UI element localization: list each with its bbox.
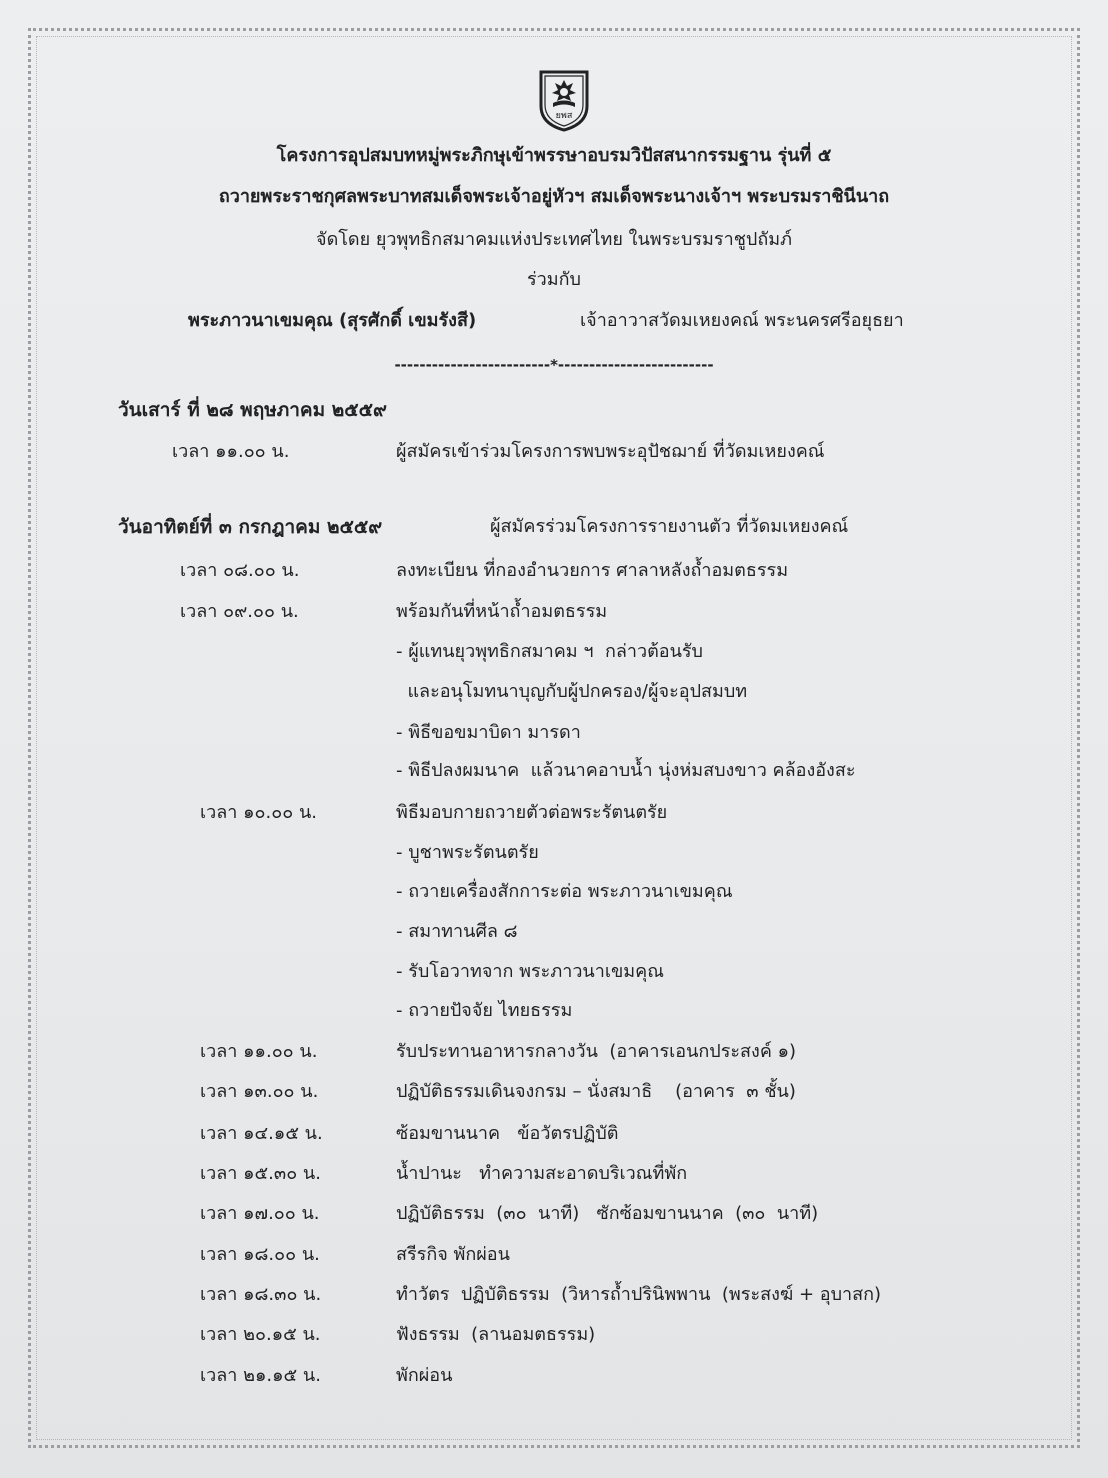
schedule-subitem: - ถวายปัจจัย ไทยธรรม: [396, 1000, 573, 1021]
organizer-line: จัดโดย ยุวพุทธิกสมาคมแห่งประเทศไทย ในพระบรมราชูปถัมภ์: [316, 229, 792, 250]
schedule-subitem: - รับโอวาทจาก พระภาวนาเขมคุณ: [396, 961, 664, 982]
schedule-time: เวลา ๑๓.๐๐ น.: [200, 1081, 319, 1102]
schedule-time: เวลา ๒๐.๑๕ น.: [200, 1324, 321, 1345]
schedule-activity: น้ำปานะ ทำความสะอาดบริเวณที่พัก: [396, 1163, 688, 1184]
schedule-activity: ซ้อมขานนาค ข้อวัตรปฏิบัติ: [396, 1123, 619, 1144]
schedule-time: เวลา ๐๙.๐๐ น.: [180, 601, 299, 622]
title-line-2: ถวายพระราชกุศลพระบาทสมเด็จพระเจ้าอยู่หัวฯ สมเด็จพระนางเจ้าฯ พระบรมราชินีนาถ: [218, 186, 890, 207]
partner-role: เจ้าอาวาสวัดมเหยงคณ์ พระนครศรีอยุธยา: [580, 310, 904, 331]
schedule-activity: พร้อมกันที่หน้าถ้ำอมตธรรม: [396, 601, 608, 622]
schedule-activity: ปฏิบัติธรรม (๓๐ นาที) ซักซ้อมขานนาค (๓๐ นาที): [396, 1203, 819, 1224]
schedule-time: เวลา ๑๗.๐๐ น.: [200, 1203, 320, 1224]
day1-activity: ผู้สมัครเข้าร่วมโครงการพบพระอุปัชฌาย์ ที่วัดมเหยงคณ์: [396, 441, 825, 462]
day1-date: วันเสาร์ ที่ ๒๘ พฤษภาคม ๒๕๕๙: [118, 399, 387, 421]
day2-note: ผู้สมัครร่วมโครงการรายงานตัว ที่วัดมเหยงคณ์: [490, 516, 849, 537]
separator-line: -------------------------*-------------------------: [394, 356, 714, 374]
day1-time: เวลา ๑๑.๐๐ น.: [172, 441, 290, 462]
schedule-time: เวลา ๐๘.๐๐ น.: [180, 560, 300, 581]
day2-date: วันอาทิตย์ที่ ๓ กรกฎาคม ๒๕๕๙: [118, 516, 383, 538]
schedule-activity: สรีรกิจ พักผ่อน: [396, 1244, 510, 1265]
schedule-activity: ฟังธรรม (ลานอมตธรรม): [396, 1324, 596, 1345]
title-line-1: โครงการอุปสมบทหมู่พระภิกษุเข้าพรรษาอบรมวิปัสสนากรรมฐาน รุ่นที่ ๕: [276, 145, 832, 166]
schedule-subitem: - ถวายเครื่องสักการะต่อ พระภาวนาเขมคุณ: [396, 881, 733, 902]
schedule-time: เวลา ๑๔.๑๕ น.: [200, 1123, 323, 1144]
schedule-activity: พักผ่อน: [396, 1365, 453, 1386]
schedule-subitem: - พิธีปลงผมนาค แล้วนาคอาบน้ำ นุ่งห่มสบงขาว คล้องอังสะ: [396, 760, 856, 781]
schedule-subitem: - ผู้แทนยุวพุทธิกสมาคม ฯ กล่าวต้อนรับ: [396, 641, 703, 662]
schedule-time: เวลา ๑๐.๐๐ น.: [200, 802, 317, 823]
schedule-activity: ปฏิบัติธรรมเดินจงกรม – นั่งสมาธิ (อาคาร ๓ ชั้น): [396, 1081, 796, 1102]
partner-name: พระภาวนาเขมคุณ (สุรศักดิ์ เขมรังสี): [188, 310, 477, 331]
schedule-subitem: - บูชาพระรัตนตรัย: [396, 842, 539, 863]
schedule-time: เวลา ๒๑.๑๕ น.: [200, 1365, 321, 1386]
schedule-activity: ทำวัตร ปฏิบัติธรรม (วิหารถ้ำปรินิพพาน (พระสงฆ์ + อุบาสก): [396, 1284, 882, 1305]
schedule-time: เวลา ๑๘.๓๐ น.: [200, 1284, 322, 1305]
schedule-subitem: และอนุโมทนาบุญกับผู้ปกครอง/ผู้จะอุปสมบท: [396, 681, 748, 702]
schedule-time: เวลา ๑๘.๐๐ น.: [200, 1244, 320, 1265]
schedule-activity: พิธีมอบกายถวายตัวต่อพระรัตนตรัย: [396, 802, 668, 823]
svg-text:ยพส: ยพส: [555, 111, 573, 121]
schedule-time: เวลา ๑๕.๓๐ น.: [200, 1163, 321, 1184]
schedule-activity: รับประทานอาหารกลางวัน (อาคารเอนกประสงค์ ๑): [396, 1041, 797, 1062]
with-line: ร่วมกับ: [527, 269, 581, 290]
schedule-activity: ลงทะเบียน ที่กองอำนวยการ ศาลาหลังถ้ำอมตธรรม: [396, 560, 789, 581]
organization-emblem-icon: [535, 66, 593, 132]
schedule-subitem: - สมาทานศีล ๘: [396, 921, 518, 942]
schedule-subitem: - พิธีขอขมาบิดา มารดา: [396, 722, 581, 743]
schedule-time: เวลา ๑๑.๐๐ น.: [200, 1041, 318, 1062]
